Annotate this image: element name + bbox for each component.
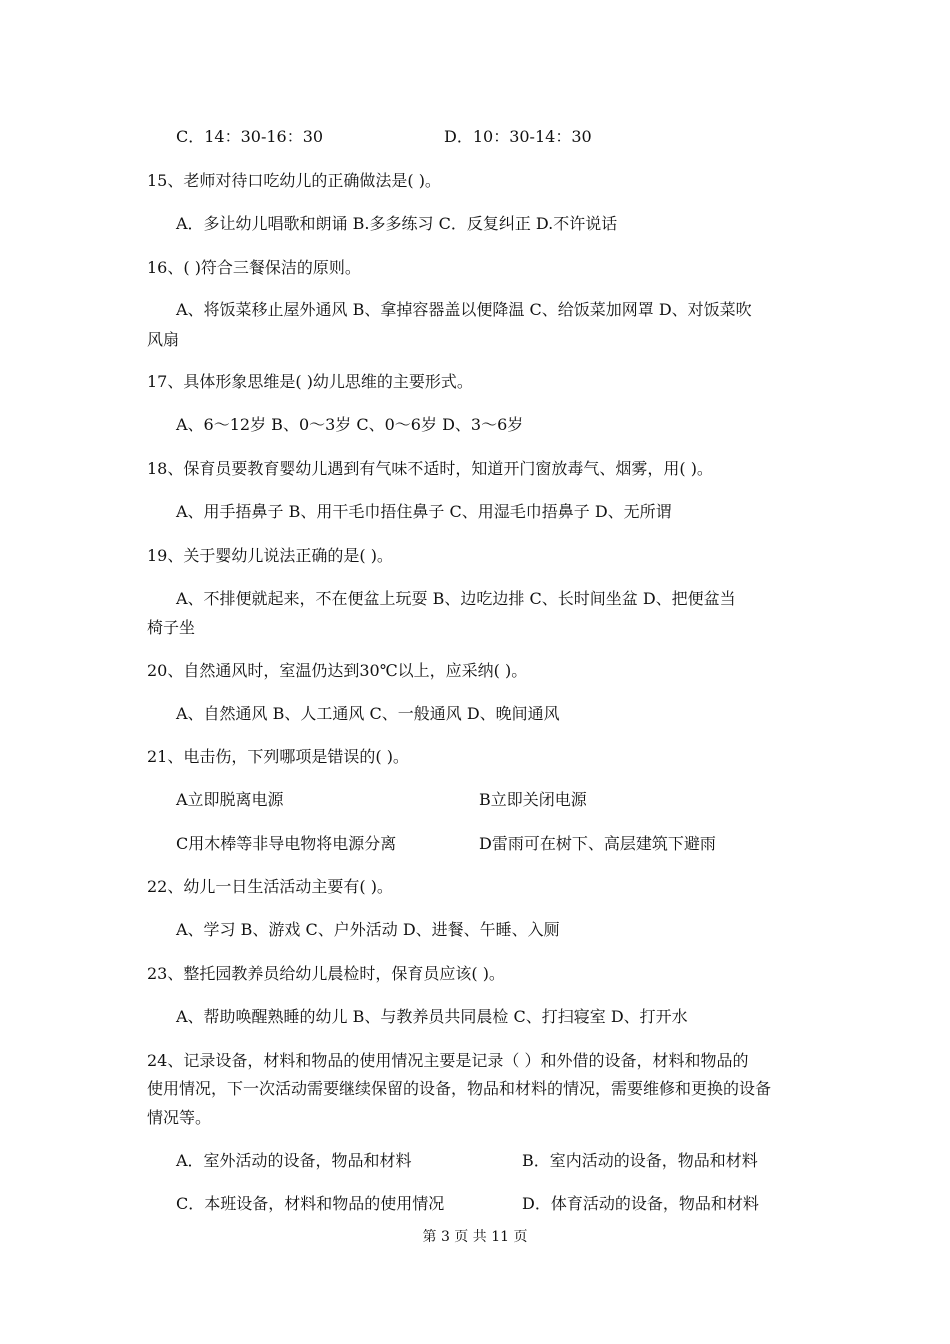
q14-option-c: C．14：30-16：30 — [176, 127, 324, 146]
question-20: 20、自然通风时，室温仍达到30℃以上，应采纳( )。 — [147, 661, 528, 680]
question-24-option-d: D．体育活动的设备，物品和材料 — [522, 1194, 759, 1213]
question-24-line-2: 使用情况，下一次活动需要继续保留的设备，物品和材料的情况，需要维修和更换的设备 — [147, 1079, 772, 1098]
question-16-options: A、将饭菜移止屋外通风 B、拿掉容器盖以便降温 C、给饭菜加网罩 D、对饭菜吹 — [176, 300, 752, 319]
page-footer: 第 3 页 共 11 页 — [422, 1229, 528, 1245]
question-16: 16、( )符合三餐保洁的原则。 — [147, 258, 361, 277]
question-23-options: A、帮助唤醒熟睡的幼儿 B、与教养员共同晨检 C、打扫寝室 D、打开水 — [176, 1007, 688, 1026]
question-21-option-c: C用木棒等非导电物将电源分离 — [176, 834, 397, 853]
question-17-options: A、6～12岁 B、0～3岁 C、0～6岁 D、3～6岁 — [176, 415, 524, 434]
question-18: 18、保育员要教育婴幼儿遇到有气味不适时，知道开门窗放毒气、烟雾，用( )。 — [147, 459, 713, 478]
question-15-options: A．多让幼儿唱歌和朗诵 B.多多练习 C．反复纠正 D.不许说话 — [176, 214, 618, 233]
question-24-option-b: B．室内活动的设备，物品和材料 — [522, 1151, 758, 1170]
question-24-option-a: A．室外活动的设备，物品和材料 — [176, 1151, 412, 1170]
question-24-line-3: 情况等。 — [147, 1108, 212, 1127]
q14-option-d: D．10：30-14：30 — [444, 127, 592, 146]
question-18-options: A、用手捂鼻子 B、用干毛巾捂住鼻子 C、用湿毛巾捂鼻子 D、无所谓 — [176, 502, 672, 521]
question-15: 15、老师对待口吃幼儿的正确做法是( )。 — [147, 171, 441, 190]
question-21-option-d: D雷雨可在树下、高层建筑下避雨 — [479, 834, 716, 853]
question-19-options: A、不排便就起来，不在便盆上玩耍 B、边吃边排 C、长时间坐盆 D、把便盆当 — [176, 589, 736, 608]
question-17: 17、具体形象思维是( )幼儿思维的主要形式。 — [147, 372, 473, 391]
question-20-options: A、自然通风 B、人工通风 C、一般通风 D、晚间通风 — [176, 704, 560, 723]
question-21-option-b: B立即关闭电源 — [479, 790, 587, 809]
question-24-option-c: C．本班设备，材料和物品的使用情况 — [176, 1194, 445, 1213]
question-22-options: A、学习 B、游戏 C、户外活动 D、进餐、午睡、入厕 — [176, 920, 560, 939]
question-16-options-wrap: 风扇 — [147, 330, 180, 349]
question-22: 22、幼儿一日生活活动主要有( )。 — [147, 877, 393, 896]
question-21: 21、电击伤，下列哪项是错误的( )。 — [147, 747, 409, 766]
question-21-option-a: A立即脱离电源 — [176, 790, 284, 809]
question-24-line-1: 24、记录设备，材料和物品的使用情况主要是记录（ ）和外借的设备，材料和物品的 — [147, 1051, 749, 1070]
question-19: 19、关于婴幼儿说法正确的是( )。 — [147, 546, 393, 565]
question-19-options-wrap: 椅子坐 — [147, 618, 196, 637]
question-23: 23、整托园教养员给幼儿晨检时，保育员应该( )。 — [147, 964, 505, 983]
